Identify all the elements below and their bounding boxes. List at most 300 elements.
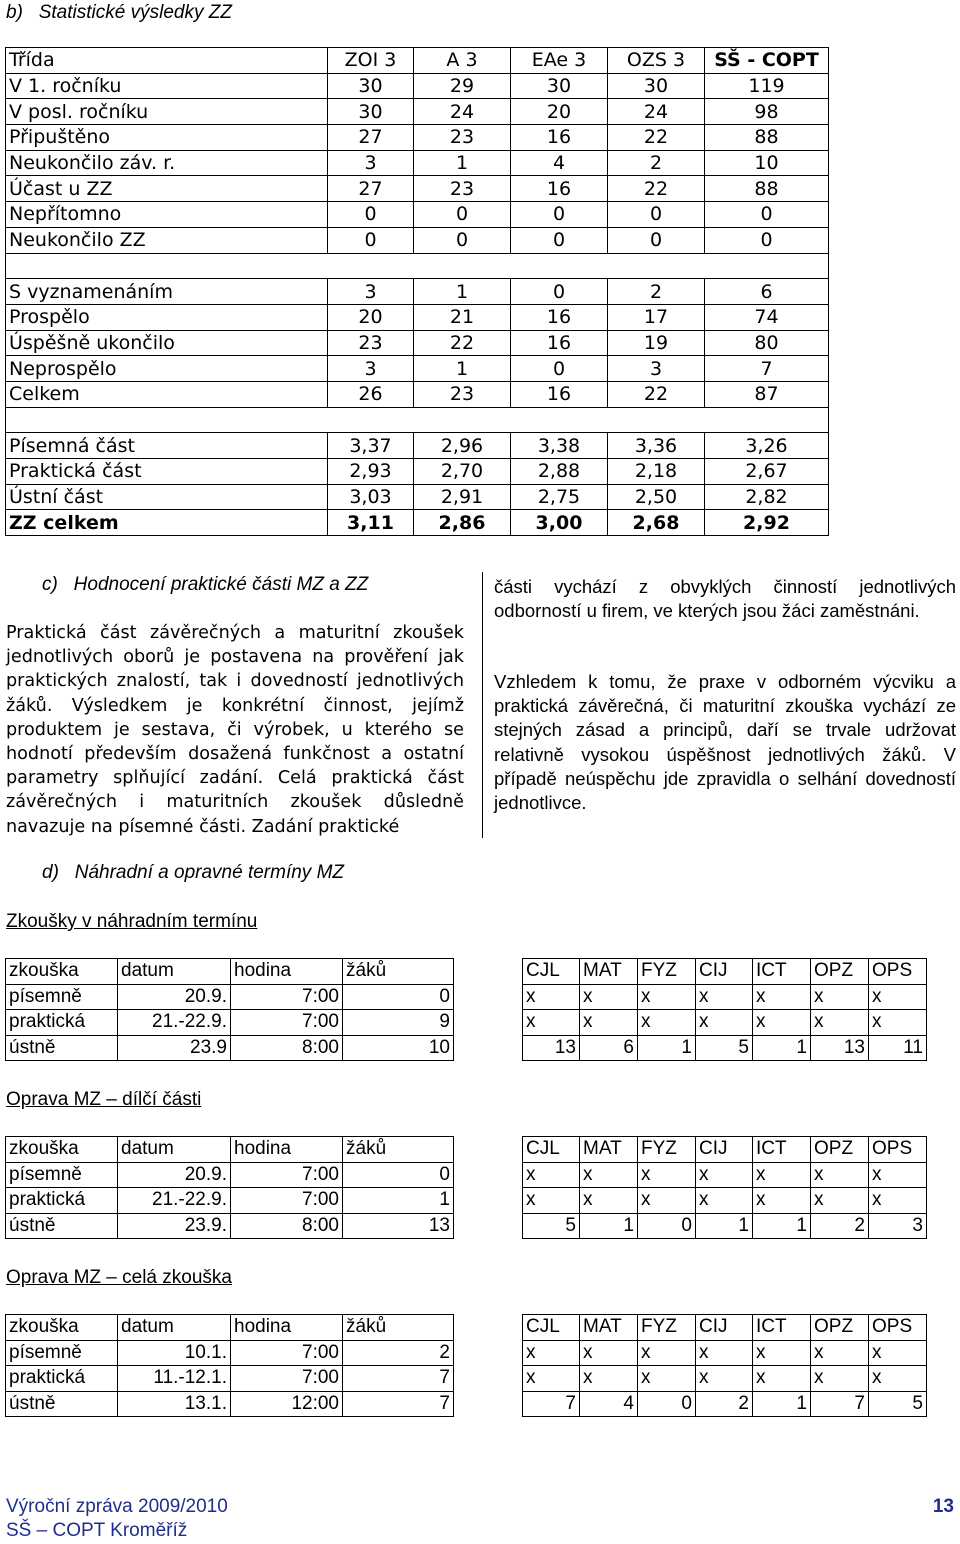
exam-type: ústně <box>6 1391 118 1417</box>
subject-cell: x <box>811 984 869 1010</box>
stats-cell: 30 <box>328 99 414 125</box>
exam-cell: 8:00 <box>231 1035 343 1061</box>
subject-header-cell: MAT <box>580 1137 638 1163</box>
exam-cell: 10.1. <box>118 1340 231 1366</box>
stats-cell: 74 <box>705 304 829 330</box>
subject-cell: 1 <box>753 1035 811 1061</box>
stats-cell: 27 <box>328 125 414 151</box>
exam-header-row <box>6 1137 454 1163</box>
stats-row-label <box>6 407 328 433</box>
subject-cell: x <box>869 984 927 1010</box>
stats-cell: 7 <box>705 356 829 382</box>
subject-cell: 5 <box>869 1391 927 1417</box>
stats-cell: 0 <box>705 202 829 228</box>
stats-cell: 2,50 <box>608 484 705 510</box>
exam-header-cell: datum <box>118 1315 231 1341</box>
stats-cell: 2,75 <box>511 484 608 510</box>
subject-cell: 1 <box>580 1213 638 1239</box>
stats-cell: 17 <box>608 304 705 330</box>
subject-cell: x <box>811 1162 869 1188</box>
subject-cell: x <box>696 1340 753 1366</box>
subject-header-cell: CIJ <box>696 1137 753 1163</box>
exam-header-row <box>6 1315 454 1341</box>
exam-type: písemně <box>6 984 118 1010</box>
exam-cell: 10 <box>343 1035 454 1061</box>
exam-header-cell: hodina <box>231 1315 343 1341</box>
subject-cell: x <box>523 1366 580 1392</box>
subject-cell: x <box>580 1188 638 1214</box>
stats-row <box>6 253 829 279</box>
stats-cell: 2,68 <box>608 510 705 536</box>
exam-cell: 21.-22.9. <box>118 1010 231 1036</box>
exam-cell: 7:00 <box>231 1010 343 1036</box>
subject-cell: 1 <box>696 1213 753 1239</box>
exam-cell: 8:00 <box>231 1213 343 1239</box>
exam-header-cell: zkouška <box>6 1137 118 1163</box>
subject-cell: 7 <box>523 1391 580 1417</box>
stats-cell: 3 <box>328 279 414 305</box>
stats-cell: 10 <box>705 150 829 176</box>
exam-type: písemně <box>6 1340 118 1366</box>
stats-row <box>6 459 829 485</box>
exam-cell: 7:00 <box>231 1366 343 1392</box>
stats-cell: 22 <box>608 125 705 151</box>
stats-cell: 2 <box>608 150 705 176</box>
subject-cell: 7 <box>811 1391 869 1417</box>
stats-cell: 24 <box>414 99 511 125</box>
stats-cell: 1 <box>414 150 511 176</box>
stats-cell: 2,91 <box>414 484 511 510</box>
exam-cell: 7:00 <box>231 984 343 1010</box>
subject-header-cell: FYZ <box>638 1315 696 1341</box>
subject-cell: x <box>811 1010 869 1036</box>
stats-cell: 23 <box>328 330 414 356</box>
subject-row <box>523 1366 927 1392</box>
stats-cell: 3,26 <box>705 433 829 459</box>
subject-row <box>523 1340 927 1366</box>
stats-cell <box>328 407 414 433</box>
stats-cell: 22 <box>608 176 705 202</box>
subject-row <box>523 1213 927 1239</box>
subject-header-cell: OPZ <box>811 959 869 985</box>
stats-row-label: S vyznamenáním <box>6 279 328 305</box>
subject-cell: x <box>753 1010 811 1036</box>
stats-cell: 24 <box>608 99 705 125</box>
subject-cell: x <box>638 1366 696 1392</box>
stats-cell: 2,92 <box>705 510 829 536</box>
stats-cell: A 3 <box>414 48 511 74</box>
subject-cell: 13 <box>811 1035 869 1061</box>
subject-cell: x <box>811 1188 869 1214</box>
subject-header-cell: ICT <box>753 959 811 985</box>
subject-cell: x <box>811 1366 869 1392</box>
exam-header-cell: zkouška <box>6 959 118 985</box>
stats-cell <box>705 253 829 279</box>
stats-cell: 0 <box>705 227 829 253</box>
exam-type: ústně <box>6 1213 118 1239</box>
subject-header-cell: ICT <box>753 1315 811 1341</box>
stats-row-label: Třída <box>6 48 328 74</box>
subject-table <box>522 1314 927 1417</box>
stats-row <box>6 150 829 176</box>
stats-row-label: Písemná část <box>6 433 328 459</box>
exam-cell: 21.-22.9. <box>118 1188 231 1214</box>
stats-cell: 16 <box>511 304 608 330</box>
stats-row <box>6 304 829 330</box>
subject-cell: 11 <box>869 1035 927 1061</box>
stats-cell: 16 <box>511 125 608 151</box>
stats-cell: 26 <box>328 381 414 407</box>
subject-header-cell: MAT <box>580 1315 638 1341</box>
stats-cell: 0 <box>328 202 414 228</box>
stats-cell: 0 <box>511 356 608 382</box>
exam-row <box>6 1035 454 1061</box>
stats-row <box>6 356 829 382</box>
subject-header-cell: CJL <box>523 959 580 985</box>
stats-cell <box>608 407 705 433</box>
exam-header-cell: žáků <box>343 1137 454 1163</box>
stats-cell: 88 <box>705 176 829 202</box>
exam-cell: 12:00 <box>231 1391 343 1417</box>
exam-cell: 2 <box>343 1340 454 1366</box>
stats-cell <box>414 253 511 279</box>
subject-cell: 5 <box>523 1213 580 1239</box>
subject-header-cell: CIJ <box>696 959 753 985</box>
subject-cell: x <box>580 984 638 1010</box>
stats-cell: OZS 3 <box>608 48 705 74</box>
subject-table <box>522 958 927 1061</box>
stats-row <box>6 279 829 305</box>
stats-row <box>6 125 829 151</box>
stats-row-label <box>6 253 328 279</box>
stats-cell <box>511 407 608 433</box>
stats-row <box>6 202 829 228</box>
subject-cell: 1 <box>638 1035 696 1061</box>
stats-cell: 2,67 <box>705 459 829 485</box>
subject-cell: x <box>753 1188 811 1214</box>
subject-cell: x <box>753 1162 811 1188</box>
stats-cell: 30 <box>608 73 705 99</box>
stats-cell: 3,37 <box>328 433 414 459</box>
stats-row <box>6 176 829 202</box>
stats-cell: 16 <box>511 381 608 407</box>
stats-cell: 3,03 <box>328 484 414 510</box>
exam-header-cell: hodina <box>231 1137 343 1163</box>
subject-cell: x <box>696 984 753 1010</box>
stats-row-label: Praktická část <box>6 459 328 485</box>
footer-school-name: SŠ – COPT Kroměříž <box>6 1520 188 1541</box>
stats-cell: 16 <box>511 330 608 356</box>
subject-row <box>523 984 927 1010</box>
subject-cell: x <box>869 1340 927 1366</box>
subject-cell: 13 <box>523 1035 580 1061</box>
subject-header-cell: CJL <box>523 1315 580 1341</box>
stats-cell: 30 <box>511 73 608 99</box>
subject-cell: x <box>580 1162 638 1188</box>
subject-cell: x <box>523 1010 580 1036</box>
stats-cell <box>511 253 608 279</box>
stats-cell: 2,96 <box>414 433 511 459</box>
footer-page-number: 13 <box>932 1496 954 1517</box>
stats-cell: 2,86 <box>414 510 511 536</box>
exam-row <box>6 1188 454 1214</box>
subject-header-cell: CJL <box>523 1137 580 1163</box>
subject-cell: x <box>869 1366 927 1392</box>
exam-cell: 0 <box>343 1162 454 1188</box>
stats-cell: 2,82 <box>705 484 829 510</box>
subject-cell: x <box>523 1162 580 1188</box>
exam-row <box>6 1340 454 1366</box>
subject-cell: x <box>580 1340 638 1366</box>
stats-row <box>6 484 829 510</box>
stats-cell: 2,88 <box>511 459 608 485</box>
subject-cell: 2 <box>811 1213 869 1239</box>
subject-cell: x <box>638 1188 696 1214</box>
exam-header-cell: zkouška <box>6 1315 118 1341</box>
subject-cell: 4 <box>580 1391 638 1417</box>
exam-row <box>6 1366 454 1392</box>
exam-type: praktická <box>6 1366 118 1392</box>
stats-cell: 3,00 <box>511 510 608 536</box>
exam-header-cell: žáků <box>343 959 454 985</box>
subject-header-cell: MAT <box>580 959 638 985</box>
subject-cell: x <box>753 1366 811 1392</box>
subject-row <box>523 1162 927 1188</box>
exam-cell: 11.-12.1. <box>118 1366 231 1392</box>
stats-row-label: Úspěšně ukončilo <box>6 330 328 356</box>
subject-header-row <box>523 1137 927 1163</box>
exam-cell: 0 <box>343 984 454 1010</box>
subject-cell: x <box>580 1366 638 1392</box>
stats-cell: 23 <box>414 381 511 407</box>
stats-cell: 6 <box>705 279 829 305</box>
exam-cell: 9 <box>343 1010 454 1036</box>
stats-row-label: Nepřítomno <box>6 202 328 228</box>
stats-row-label: Neukončilo ZZ <box>6 227 328 253</box>
stats-row-label: Účast u ZZ <box>6 176 328 202</box>
practical-part-text-left: Praktická část závěrečných a maturitní zkoušek jednotlivých oborů je postavena na prověření jak praktických znalostí, tak i dovedností jednotlivých žáků. Výsledkem je konkrétní činnost, jejímž produktem je sestava, či výrobek, u kterého se hodnotí především dosažená funkčnost a ostatní parametry splňující zadání. Celá praktická část závěrečných i maturitních zkoušek důsledně navazuje na písemné části. Zadání praktické <box>6 623 464 837</box>
stats-row-label: Prospělo <box>6 304 328 330</box>
stats-cell: 20 <box>328 304 414 330</box>
exam-schedule-table <box>5 958 454 1061</box>
subject-header-cell: OPZ <box>811 1315 869 1341</box>
stats-row <box>6 227 829 253</box>
subject-cell: x <box>696 1188 753 1214</box>
stats-row-label: V 1. ročníku <box>6 73 328 99</box>
stats-row-label: Připuštěno <box>6 125 328 151</box>
exam-type: ústně <box>6 1035 118 1061</box>
subject-header-cell: OPS <box>869 959 927 985</box>
exam-row <box>6 1010 454 1036</box>
exam-cell: 7:00 <box>231 1340 343 1366</box>
subject-cell: x <box>638 1340 696 1366</box>
subject-cell: 0 <box>638 1391 696 1417</box>
stats-cell: SŠ - COPT <box>705 48 829 74</box>
stats-cell: 22 <box>608 381 705 407</box>
stats-row <box>6 433 829 459</box>
stats-cell: 119 <box>705 73 829 99</box>
stats-cell <box>705 407 829 433</box>
stats-row-label: Ústní část <box>6 484 328 510</box>
stats-cell: 2,70 <box>414 459 511 485</box>
stats-cell: 21 <box>414 304 511 330</box>
exam-header-cell: hodina <box>231 959 343 985</box>
subject-cell: x <box>811 1340 869 1366</box>
stats-cell: 19 <box>608 330 705 356</box>
stats-cell: 98 <box>705 99 829 125</box>
subject-cell: x <box>580 1010 638 1036</box>
subject-row <box>523 1010 927 1036</box>
subject-cell: 0 <box>638 1213 696 1239</box>
exam-cell: 13.1. <box>118 1391 231 1417</box>
exam-row <box>6 1162 454 1188</box>
subject-cell: x <box>696 1366 753 1392</box>
block-title-partial-retake: Oprava MZ – dílčí části <box>6 1089 202 1110</box>
stats-cell: 3 <box>328 150 414 176</box>
subject-cell: x <box>869 1162 927 1188</box>
stats-cell: 1 <box>414 279 511 305</box>
practical-part-text-right-2: Vzhledem k tomu, že praxe v odborném výcviku a praktická závěrečná, či maturitní zkouška vychází ze stejných zásad a principů, daří se trvale udržovat relativně vysokou úspěšnost jednotlivých žáků. V případě neúspěchu jde zpravidla o selhání dovedností jednotlivce. <box>494 671 956 814</box>
subject-cell: x <box>523 1188 580 1214</box>
stats-cell: 0 <box>511 202 608 228</box>
statistics-table-body <box>6 48 829 536</box>
stats-cell: 0 <box>414 202 511 228</box>
subject-header-cell: FYZ <box>638 1137 696 1163</box>
stats-cell: 20 <box>511 99 608 125</box>
practical-part-text-right-1: části vychází z obvyklých činností jednotlivých odborností u firem, ve kterých jsou žáci zaměstnáni. <box>494 576 956 622</box>
subject-header-cell: ICT <box>753 1137 811 1163</box>
stats-row <box>6 510 829 536</box>
subject-header-row <box>523 959 927 985</box>
section-b-heading: b) Statistické výsledky ZZ <box>6 2 232 23</box>
footer-report-title: Výroční zpráva 2009/2010 <box>6 1496 228 1517</box>
statistics-table <box>5 47 829 536</box>
stats-row <box>6 407 829 433</box>
exam-cell: 1 <box>343 1188 454 1214</box>
stats-cell: ZOI 3 <box>328 48 414 74</box>
subject-header-row <box>523 1315 927 1341</box>
stats-cell: 3,38 <box>511 433 608 459</box>
subject-cell: 2 <box>696 1391 753 1417</box>
subject-header-cell: OPS <box>869 1137 927 1163</box>
subject-cell: 1 <box>753 1391 811 1417</box>
exam-schedule-table <box>5 1314 454 1417</box>
subject-cell: 1 <box>753 1213 811 1239</box>
stats-row-label: ZZ celkem <box>6 510 328 536</box>
stats-row-label: Neukončilo záv. r. <box>6 150 328 176</box>
stats-row <box>6 381 829 407</box>
stats-cell: 87 <box>705 381 829 407</box>
exam-header-cell: datum <box>118 1137 231 1163</box>
subject-cell: x <box>638 984 696 1010</box>
stats-cell: 2,18 <box>608 459 705 485</box>
stats-row-label: V posl. ročníku <box>6 99 328 125</box>
stats-cell: 2 <box>608 279 705 305</box>
subject-header-cell: OPS <box>869 1315 927 1341</box>
stats-cell: 27 <box>328 176 414 202</box>
subject-cell: x <box>638 1162 696 1188</box>
stats-cell: 3 <box>328 356 414 382</box>
subject-row <box>523 1035 927 1061</box>
exam-header-cell: žáků <box>343 1315 454 1341</box>
exam-header-cell: datum <box>118 959 231 985</box>
stats-cell: 80 <box>705 330 829 356</box>
stats-cell: 0 <box>414 227 511 253</box>
subject-table <box>522 1136 927 1239</box>
subject-cell: 5 <box>696 1035 753 1061</box>
subject-cell: x <box>523 1340 580 1366</box>
subject-row <box>523 1188 927 1214</box>
block-title-replacement: Zkoušky v náhradním termínu <box>6 911 258 932</box>
subject-header-cell: OPZ <box>811 1137 869 1163</box>
exam-cell: 23.9. <box>118 1213 231 1239</box>
exam-type: písemně <box>6 1162 118 1188</box>
stats-cell: EAe 3 <box>511 48 608 74</box>
exam-cell: 7 <box>343 1366 454 1392</box>
stats-cell: 30 <box>328 73 414 99</box>
subject-cell: 6 <box>580 1035 638 1061</box>
stats-row <box>6 99 829 125</box>
exam-type: praktická <box>6 1010 118 1036</box>
exam-cell: 7:00 <box>231 1188 343 1214</box>
subject-cell: 3 <box>869 1213 927 1239</box>
subject-cell: x <box>638 1010 696 1036</box>
exam-cell: 20.9. <box>118 984 231 1010</box>
section-d-heading: d) Náhradní a opravné termíny MZ <box>42 862 345 883</box>
stats-cell <box>328 253 414 279</box>
stats-cell: 0 <box>511 227 608 253</box>
subject-cell: x <box>753 1340 811 1366</box>
exam-schedule-table <box>5 1136 454 1239</box>
stats-cell: 0 <box>511 279 608 305</box>
subject-cell: x <box>696 1010 753 1036</box>
stats-cell: 88 <box>705 125 829 151</box>
stats-cell: 4 <box>511 150 608 176</box>
stats-row-label: Celkem <box>6 381 328 407</box>
stats-cell: 29 <box>414 73 511 99</box>
exam-header-row <box>6 959 454 985</box>
subject-cell: x <box>523 984 580 1010</box>
stats-cell <box>608 253 705 279</box>
column-divider <box>482 572 483 838</box>
stats-cell: 1 <box>414 356 511 382</box>
block-title-full-retake: Oprava MZ – celá zkouška <box>6 1267 232 1288</box>
subject-header-cell: CIJ <box>696 1315 753 1341</box>
exam-type: praktická <box>6 1188 118 1214</box>
subject-cell: x <box>869 1188 927 1214</box>
stats-cell: 23 <box>414 125 511 151</box>
exam-cell: 13 <box>343 1213 454 1239</box>
exam-cell: 7 <box>343 1391 454 1417</box>
stats-row-label: Neprospělo <box>6 356 328 382</box>
exam-row <box>6 984 454 1010</box>
stats-cell: 0 <box>608 227 705 253</box>
stats-cell <box>414 407 511 433</box>
subject-cell: x <box>753 984 811 1010</box>
exam-cell: 23.9 <box>118 1035 231 1061</box>
exam-row <box>6 1213 454 1239</box>
stats-cell: 3,36 <box>608 433 705 459</box>
stats-cell: 23 <box>414 176 511 202</box>
subject-cell: x <box>696 1162 753 1188</box>
exam-cell: 7:00 <box>231 1162 343 1188</box>
subject-row <box>523 1391 927 1417</box>
stats-cell: 22 <box>414 330 511 356</box>
stats-cell: 2,93 <box>328 459 414 485</box>
section-c-heading: c) Hodnocení praktické části MZ a ZZ <box>42 574 369 595</box>
stats-cell: 0 <box>608 202 705 228</box>
subject-cell: x <box>869 1010 927 1036</box>
